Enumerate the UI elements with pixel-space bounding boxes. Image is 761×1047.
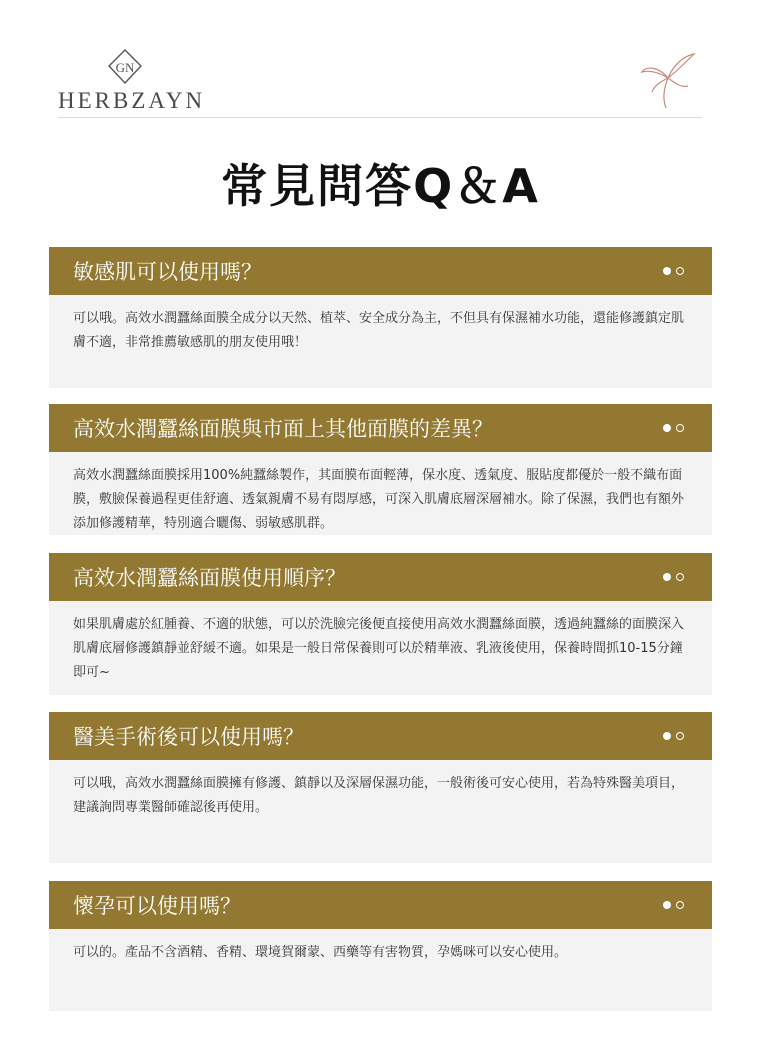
answer-text: 如果肌膚處於紅腫養、不適的狀態，可以於洗臉完後便直接使用高效水潤蠶絲面膜，透過純蠶絲的面膜深入肌膚底層修護鎮靜並舒緩不適。如果是一般日常保養則可以於精華液、乳液後使用，保養時間抓10-15分鐘即可~ xyxy=(73,617,685,680)
qa-item xyxy=(49,881,712,1011)
brand-logo-icon xyxy=(106,48,144,86)
brand-name: HERBZAYN xyxy=(58,88,206,113)
answer-box xyxy=(49,760,712,863)
question-bar xyxy=(49,881,712,929)
answer-box xyxy=(49,452,712,535)
qa-item xyxy=(49,712,712,863)
qa-item xyxy=(49,404,712,535)
answer-text: 可以的。產品不含酒精、香精、環境賀爾蒙、西藥等有害物質，孕媽咪可以安心使用。 xyxy=(73,945,568,960)
qa-item xyxy=(49,247,712,388)
answer-box xyxy=(49,295,712,388)
question-bar xyxy=(49,553,712,601)
dots-icon xyxy=(663,901,684,909)
question-bar xyxy=(49,712,712,760)
question-bar xyxy=(49,404,712,452)
question-bar xyxy=(49,247,712,295)
qa-item xyxy=(49,553,712,695)
question-text: 敏感肌可以使用嗎？ xyxy=(73,260,262,284)
flower-icon xyxy=(638,48,698,110)
dots-icon xyxy=(663,267,684,275)
dots-icon xyxy=(663,732,684,740)
svg-text:GN: GN xyxy=(115,60,135,75)
header-divider xyxy=(58,117,702,118)
answer-box xyxy=(49,601,712,695)
answer-text: 可以哦，高效水潤蠶絲面膜擁有修護、鎮靜以及深層保濕功能，一般術後可安心使用，若為特殊醫美項目，建議詢問專業醫師確認後再使用。 xyxy=(73,776,685,815)
question-text: 高效水潤蠶絲面膜使用順序？ xyxy=(73,566,346,590)
dots-icon xyxy=(663,573,684,581)
answer-text: 高效水潤蠶絲面膜採用100%純蠶絲製作，其面膜布面輕薄，保水度、透氣度、服貼度都優於一般不織布面膜，敷臉保養過程更佳舒適、透氣親膚不易有悶厚感，可深入肌膚底層深層補水。除了保濕，我們也有額外添加修護精華，特別適合曬傷、弱敏感肌群。 xyxy=(73,468,685,531)
answer-box xyxy=(49,929,712,1011)
question-text: 醫美手術後可以使用嗎？ xyxy=(73,725,304,749)
answer-text: 可以哦。高效水潤蠶絲面膜全成分以天然、植萃、安全成分為主，不但具有保濕補水功能，還能修護鎮定肌膚不適，非常推薦敏感肌的朋友使用哦！ xyxy=(73,311,685,350)
page-title: 常見問答Q＆A xyxy=(221,159,540,213)
question-text: 高效水潤蠶絲面膜與市面上其他面膜的差異？ xyxy=(73,417,493,441)
header xyxy=(58,48,702,118)
question-text: 懷孕可以使用嗎？ xyxy=(73,894,241,918)
dots-icon xyxy=(663,424,684,432)
